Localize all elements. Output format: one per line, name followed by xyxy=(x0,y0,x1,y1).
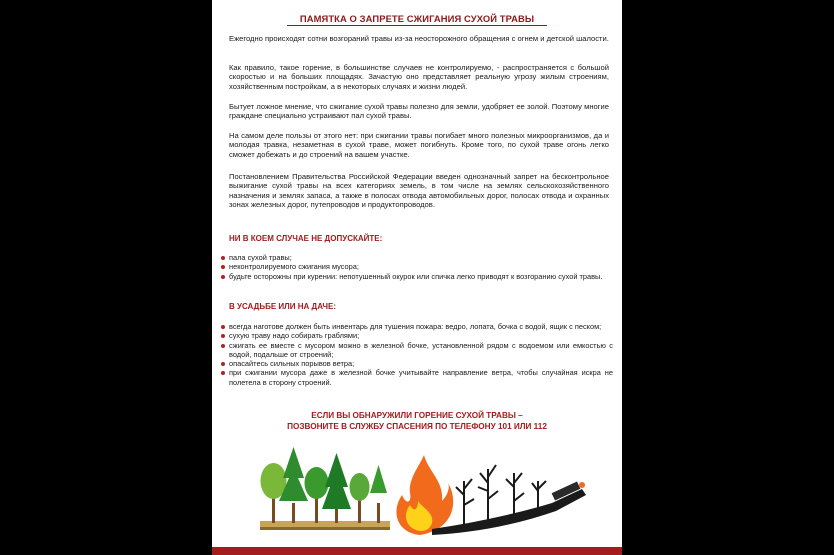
paragraph-2: Как правило, такое горение, в большинстве случаев не контролируемо, - распространяется с большой скоростью и на больших площадях. Зачастую оно представляет реальную угрозу жилым строениям, хозяйственным постройкам, а в некоторых случаях и жизни людей. xyxy=(229,63,609,91)
paragraph-1: Ежегодно происходят сотни возгораний травы из-за неосторожного обращения с огнем и детской шалости. xyxy=(229,34,609,43)
list-item: пала сухой травы; xyxy=(221,253,613,262)
bullet-icon xyxy=(221,325,225,329)
list-item: сжигать ее вместе с мусором можно в железной бочке, установленной рядом с водоемом или емкостью с водой, подальше от строений; xyxy=(221,341,613,360)
list-item: будьте осторожны при курении: непотушенный окурок или спичка легко приводят к возгоранию сухой травы. xyxy=(221,272,613,281)
list-item: при сжигании мусора даже в железной бочке учитывайте направление ветра, чтобы случайная искра не полетела в сторону строений. xyxy=(221,368,613,387)
emergency-callout xyxy=(212,410,622,432)
conifer-tree-icon xyxy=(370,465,387,523)
bottom-accent-bar xyxy=(212,547,622,555)
section-heading-prohibited: НИ В КОЕМ СЛУЧАЕ НЕ ДОПУСКАЙТЕ: xyxy=(229,234,383,243)
list-item: всегда наготове должен быть инвентарь для тушения пожара: ведро, лопата, бочка с водой, ящик с песком; xyxy=(221,322,613,331)
bullet-icon xyxy=(221,334,225,338)
callout-line-2: ПОЗВОНИТЕ В СЛУЖБУ СПАСЕНИЯ ПО ТЕЛЕФОНУ 101 ИЛИ 112 xyxy=(287,422,547,431)
burnt-ground-icon xyxy=(432,481,586,535)
bullet-icon xyxy=(221,275,225,279)
page-title: ПАМЯТКА О ЗАПРЕТЕ СЖИГАНИЯ СУХОЙ ТРАВЫ xyxy=(299,13,535,24)
memo-sheet xyxy=(212,0,622,555)
deciduous-tree-icon xyxy=(305,467,329,523)
bullet-icon xyxy=(221,371,225,375)
prohibited-list xyxy=(221,253,613,281)
list-item: неконтролируемого сжигания мусора; xyxy=(221,262,613,271)
paragraph-5: Постановлением Правительства Российской Федерации введен однозначный запрет на бесконтрольное выжигание сухой травы на всех категориях земель, в том числе на землях сельскохозяйственного назначения и землях запаса, а также в полосах отвода автомобильных дорог, полосах отвода и охранных зонах железных дорог, путепроводов и продуктопроводов. xyxy=(229,172,609,210)
bullet-icon xyxy=(221,256,225,260)
deciduous-tree-icon xyxy=(350,473,370,523)
dacha-list xyxy=(221,322,613,387)
paragraph-3: Бытует ложное мнение, что сжигание сухой травы полезно для земли, удобряет ее золой. Поэтому многие граждане специально устраивают пал сухой травы. xyxy=(229,102,609,121)
list-item: опасайтесь сильных порывов ветра; xyxy=(221,359,613,368)
fire-icon xyxy=(396,455,453,535)
fire-forest-illustration xyxy=(252,443,592,543)
callout-line-1: ЕСЛИ ВЫ ОБНАРУЖИЛИ ГОРЕНИЕ СУХОЙ ТРАВЫ – xyxy=(311,411,523,420)
list-item: сухую траву надо собирать граблями; xyxy=(221,331,613,340)
ground-shadow xyxy=(260,527,390,530)
bullet-icon xyxy=(221,344,225,348)
title-underline xyxy=(287,25,547,26)
bullet-icon xyxy=(221,362,225,366)
paragraph-4: На самом деле пользы от этого нет: при сжигании травы погибает много полезных микроорганизмов, да и молодая травка, незаметная в сухой траве, может погибнуть. Кроме того, по сухой траве огонь легко сможет добежать и до строений на вашем участке. xyxy=(229,131,609,159)
section-heading-dacha: В УСАДЬБЕ ИЛИ НА ДАЧЕ: xyxy=(229,302,336,311)
bullet-icon xyxy=(221,265,225,269)
